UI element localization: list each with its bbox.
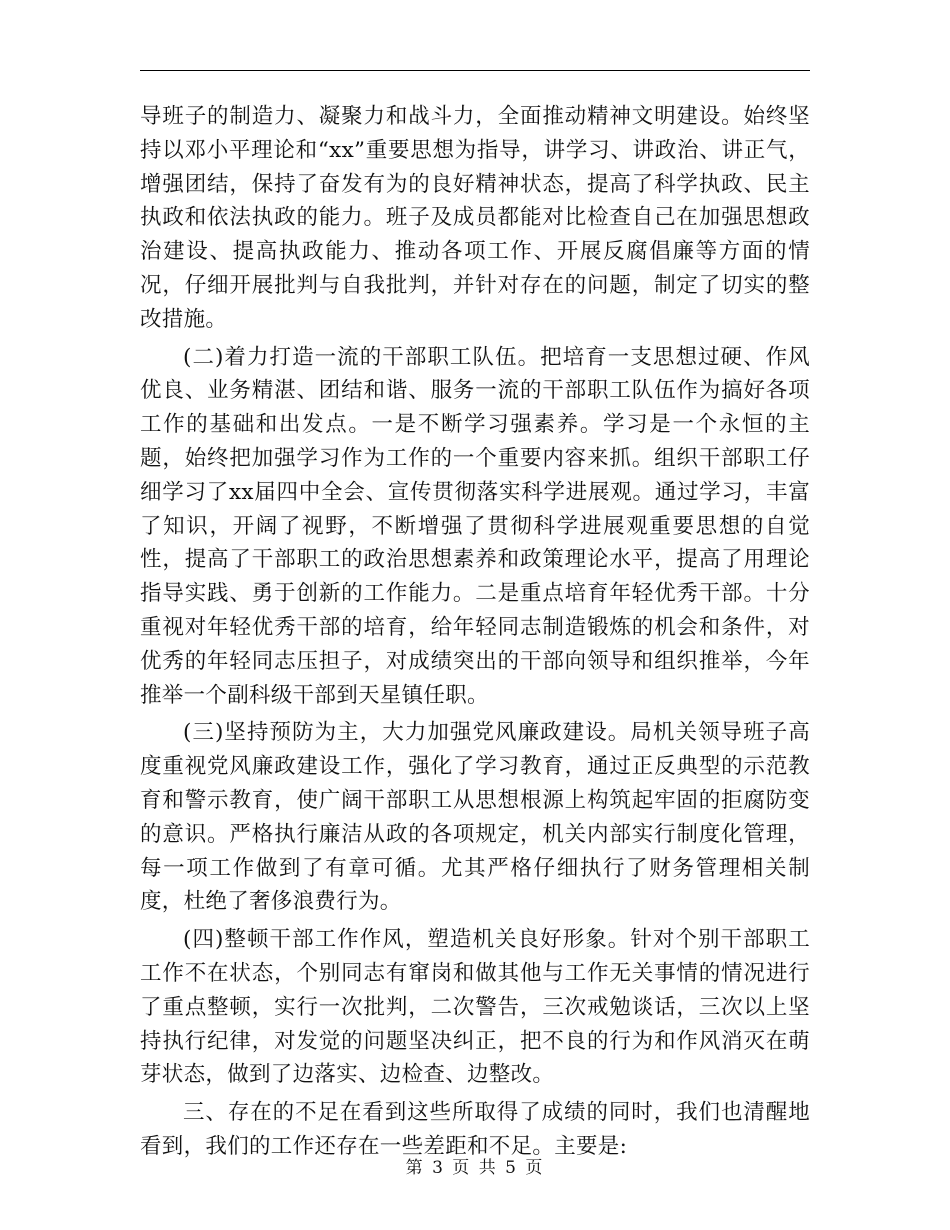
- page-number-footer: 第 3 页 共 5 页: [405, 1158, 545, 1178]
- document-body: [140, 100, 810, 1168]
- paragraph-section-3: (三)坚持预防为主，大力加强党风廉政建设。局机关领导班子高度重视党风廉政建设工作，强化了学习教育，通过正反典型的示范教育和警示教育，使广阔干部职工从思想根源上构筑起牢固的拒腐防变的意识。严格执行廉洁从政的各项规定，机关内部实行制度化管理，每一项工作做到了有章可循。尤其严格仔细执行了财务管理相关制度，杜绝了奢侈浪费行为。: [140, 720, 810, 915]
- paragraph-section-2: (二)着力打造一流的干部职工队伍。把培育一支思想过硬、作风优良、业务精湛、团结和谐、服务一流的干部职工队伍作为搞好各项工作的基础和出发点。一是不断学习强素养。学习是一个永恒的主题，始终把加强学习作为工作的一个重要内容来抓。组织干部职工仔细学习了xx届四中全会、宣传贯彻落实科学进展观。通过学习，丰富了知识，开阔了视野，不断增强了贯彻科学进展观重要思想的自觉性，提高了干部职工的政治思想素养和政策理论水平，提高了用理论指导实践、勇于创新的工作能力。二是重点培育年轻优秀干部。十分重视对年轻优秀干部的培育，给年轻同志制造锻炼的机会和条件，对优秀的年轻同志压担子，对成绩突出的干部向领导和组织推举，今年推举一个副科级干部到天星镇任职。: [140, 344, 810, 708]
- header-rule: [140, 70, 810, 71]
- paragraph-section-4: (四)整顿干部工作作风，塑造机关良好形象。针对个别干部职工工作不在状态，个别同志有窜岗和做其他与工作无关事情的情况进行了重点整顿，实行一次批判，二次警告，三次戒勉谈话，三次以上坚持执行纪律，对发觉的问题坚决纠正，把不良的行为和作风消灭在萌芽状态，做到了边落实、边检查、边整改。: [140, 927, 810, 1088]
- paragraph-shortcomings: 三、存在的不足在看到这些所取得了成绩的同时，我们也清醒地看到，我们的工作还存在一些差距和不足。主要是:: [140, 1100, 810, 1159]
- paragraph-continuation: 导班子的制造力、凝聚力和战斗力，全面推动精神文明建设。始终坚持以邓小平理论和“xx”重要思想为指导，讲学习、讲政治、讲正气，增强团结，保持了奋发有为的良好精神状态，提高了科学执政、民主执政和依法执政的能力。班子及成员都能对比检查自己在加强思想政治建设、提高执政能力、推动各项工作、开展反腐倡廉等方面的情况，仔细开展批判与自我批判，并针对存在的问题，制定了切实的整改措施。: [140, 104, 810, 332]
